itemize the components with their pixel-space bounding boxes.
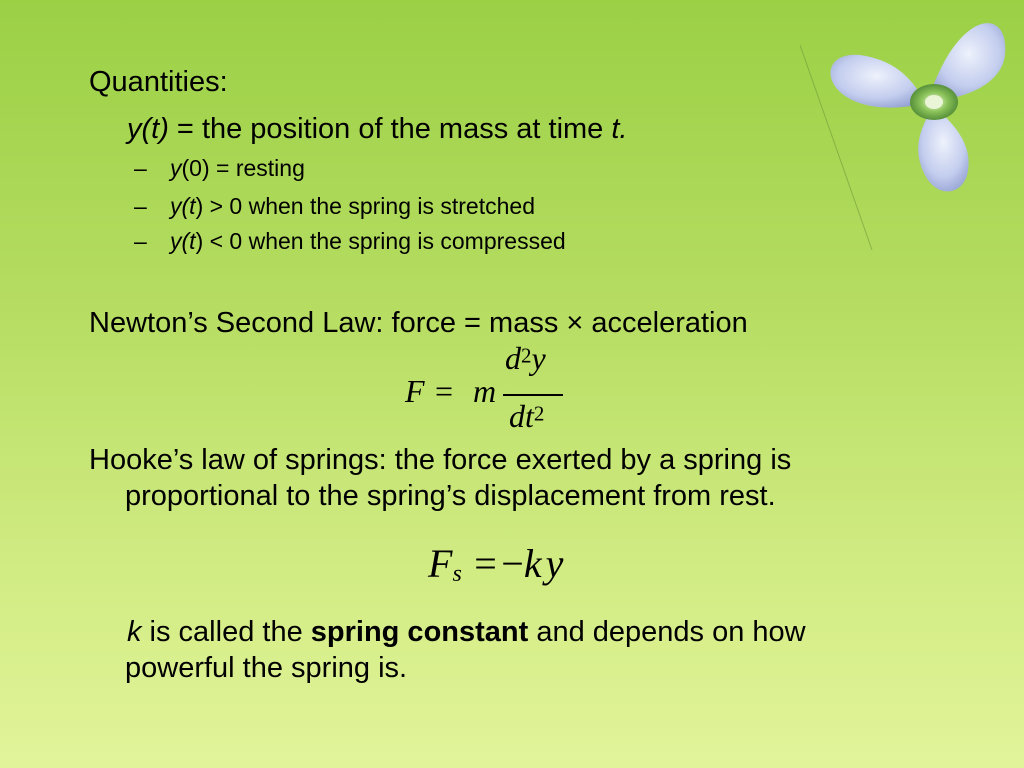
formula-equals: = (474, 541, 497, 586)
formula-spring-force: F (428, 541, 453, 586)
y-of-t-variable: y(t) (127, 113, 169, 145)
spring-constant-note-line2: powerful the spring is. (125, 652, 408, 684)
bullet-resting (134, 155, 305, 182)
bullet-text: ) > 0 when the spring is stretched (195, 193, 535, 219)
time-variable: t. (611, 113, 628, 145)
bullet-dash: – (134, 155, 147, 181)
bullet-text: ) < 0 when the spring is compressed (195, 228, 566, 254)
equals-sign: = (168, 113, 202, 145)
hooke-law-line2: proportional to the spring’s displacement from rest. (125, 480, 776, 512)
bullet-text: (0) = resting (181, 155, 305, 181)
fraction-bar (503, 394, 563, 396)
bullet-dash: – (134, 228, 147, 254)
bullet-dash: – (134, 193, 147, 219)
formula-subscript: s (452, 561, 462, 588)
position-definition (127, 113, 628, 146)
bullet-compressed (134, 228, 566, 255)
fraction-denominator: $dt^2$ (509, 398, 545, 434)
bullet-variable: y(t (170, 193, 196, 219)
newton-formula (405, 340, 585, 445)
bullet-variable: y(t (170, 228, 196, 254)
formula-equals: = (435, 373, 454, 409)
bullet-variable: y (170, 155, 182, 181)
formula-mass: m (473, 373, 497, 409)
formula-force: F (405, 373, 425, 409)
fraction-numerator: $d^2y$ (505, 340, 546, 376)
newton-law-line: Newton’s Second Law: force = mass × acceleration (89, 307, 748, 339)
hooke-formula (428, 540, 563, 588)
spring-constant-note-line1: k is called the spring constant and depends on how (127, 616, 806, 648)
quantities-heading: Quantities: (89, 66, 228, 98)
formula-k: k (523, 541, 542, 586)
snowdrop-flower-icon (800, 0, 1024, 260)
formula-y: y (545, 541, 564, 586)
k-variable: k (127, 616, 142, 648)
hooke-law-line1: Hooke’s law of springs: the force exerted by a spring is (89, 444, 792, 476)
spring-constant-term: spring constant (310, 616, 529, 648)
formula-minus: − (501, 541, 524, 586)
definition-text: the position of the mass at time (201, 113, 612, 145)
bullet-stretched (134, 193, 535, 220)
